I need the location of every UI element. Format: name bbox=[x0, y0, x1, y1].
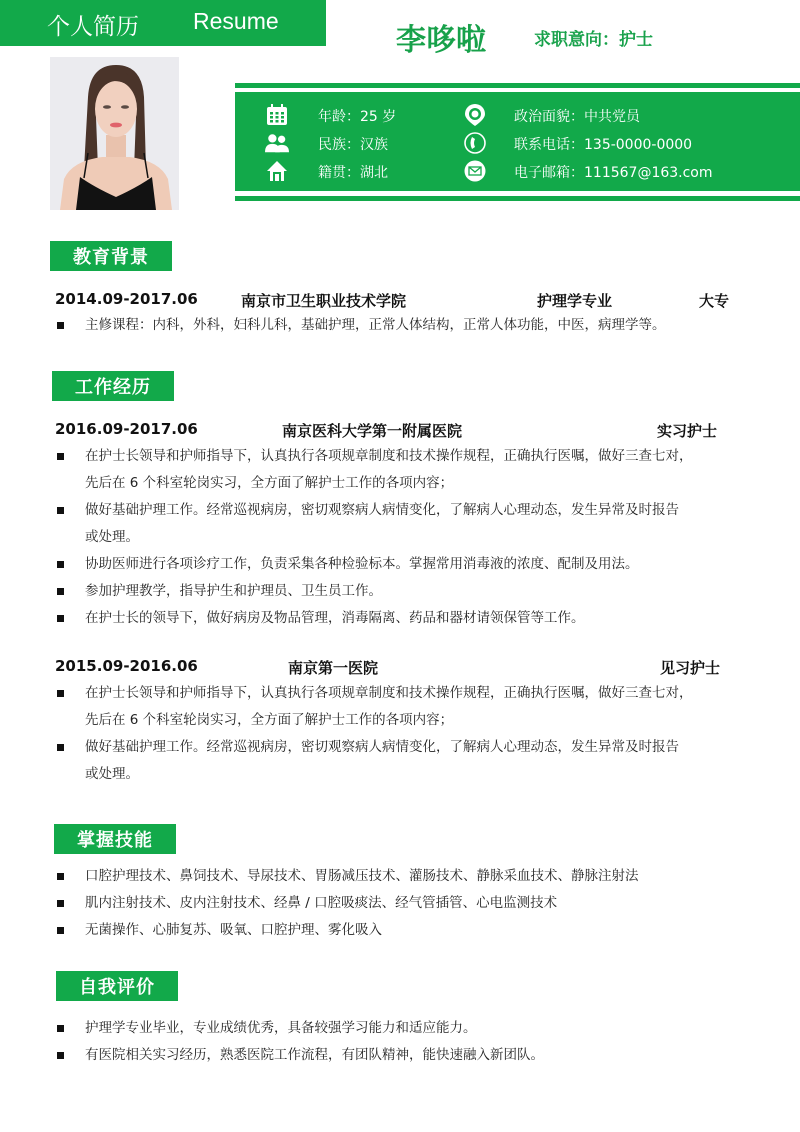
bullet-icon bbox=[57, 615, 64, 622]
bullet-icon bbox=[57, 507, 64, 514]
location-pin-icon bbox=[463, 104, 487, 126]
job-objective: 求职意向：护士 bbox=[534, 30, 653, 50]
section-header-skills: 掌握技能 bbox=[54, 824, 176, 854]
bullet-icon bbox=[57, 588, 64, 595]
section-header-self-evaluation: 自我评价 bbox=[56, 971, 178, 1001]
candidate-name: 李哆啦 bbox=[396, 23, 486, 58]
section-header-work: 工作经历 bbox=[52, 371, 174, 401]
people-icon bbox=[265, 132, 289, 154]
job-duty: 在护士长的领导下，做好病房及物品管理，消毒隔离、药品和器材请领保管等工作。 bbox=[85, 610, 585, 626]
skill-item: 无菌操作、心肺复苏、吸氧、口腔护理、雾化吸入 bbox=[85, 922, 382, 938]
education-period: 2014.09-2017.06 bbox=[55, 290, 198, 308]
skill-item: 肌内注射技术、皮内注射技术、经鼻 / 口腔吸痰法、经气管插管、心电监测技术 bbox=[85, 895, 558, 911]
portrait-image bbox=[50, 57, 179, 210]
job-period: 2016.09-2017.06 bbox=[55, 420, 198, 438]
hometown-text: 籍贯：湖北 bbox=[318, 165, 388, 181]
bullet-icon bbox=[57, 453, 64, 460]
section-header-education: 教育背景 bbox=[50, 241, 172, 271]
skill-item: 口腔护理技术、鼻饲技术、导尿技术、胃肠减压技术、灌肠技术、静脉采血技术、静脉注射法 bbox=[85, 868, 639, 884]
job-duty: 在护士长领导和护师指导下，认真执行各项规章制度和技术操作规程，正确执行医嘱，做好三查七对， bbox=[85, 448, 693, 464]
job-duty: 或处理。 bbox=[85, 766, 139, 782]
self-eval-item: 护理学专业毕业，专业成绩优秀，具备较强学习能力和适应能力。 bbox=[85, 1020, 477, 1036]
education-school: 南京市卫生职业技术学院 bbox=[241, 292, 407, 310]
home-icon bbox=[265, 160, 289, 182]
job-duty: 参加护理教学，指导护生和护理员、卫生员工作。 bbox=[85, 583, 382, 599]
calendar-icon bbox=[265, 104, 289, 126]
bullet-icon bbox=[57, 322, 64, 329]
title-english: Resume bbox=[193, 8, 279, 34]
basic-info-panel bbox=[235, 92, 800, 191]
job-duty: 先后在 6 个科室轮岗实习，全方面了解护士工作的各项内容； bbox=[85, 712, 454, 728]
profile-photo bbox=[50, 57, 179, 210]
job-org: 南京第一医院 bbox=[288, 659, 379, 677]
job-duty: 在护士长领导和护师指导下，认真执行各项规章制度和技术操作规程，正确执行医嘱，做好三查七对， bbox=[85, 685, 693, 701]
job-duty: 做好基础护理工作。经常巡视病房，密切观察病人病情变化，了解病人心理动态，发生异常及时报告 bbox=[85, 502, 679, 518]
phone-text: 联系电话：135-0000-0000 bbox=[514, 137, 693, 153]
education-courses: 主修课程：内科，外科，妇科儿科，基础护理，正常人体结构，正常人体功能，中医，病理学等。 bbox=[85, 317, 666, 333]
job-duty: 做好基础护理工作。经常巡视病房，密切观察病人病情变化，了解病人心理动态，发生异常及时报告 bbox=[85, 739, 679, 755]
bullet-icon bbox=[57, 927, 64, 934]
phone-icon bbox=[463, 132, 487, 154]
political-text: 政治面貌：中共党员 bbox=[514, 109, 640, 125]
job-org: 南京医科大学第一附属医院 bbox=[282, 422, 463, 440]
bullet-icon bbox=[57, 900, 64, 907]
bullet-icon bbox=[57, 873, 64, 880]
mail-icon bbox=[463, 160, 487, 182]
job-duty: 协助医师进行各项诊疗工作，负责采集各种检验标本。掌握常用消毒液的浓度、配制及用法。 bbox=[85, 556, 639, 572]
job-duty: 先后在 6 个科室轮岗实习，全方面了解护士工作的各项内容； bbox=[85, 475, 454, 491]
bullet-icon bbox=[57, 744, 64, 751]
education-major: 护理学专业 bbox=[537, 292, 613, 310]
job-period: 2015.09-2016.06 bbox=[55, 657, 198, 675]
job-duty: 或处理。 bbox=[85, 529, 139, 545]
bullet-icon bbox=[57, 1052, 64, 1059]
info-top-rule bbox=[235, 83, 800, 88]
job-role: 见习护士 bbox=[660, 659, 721, 677]
bullet-icon bbox=[57, 561, 64, 568]
bullet-icon bbox=[57, 690, 64, 697]
education-degree: 大专 bbox=[699, 292, 730, 310]
info-bottom-rule bbox=[235, 196, 800, 201]
title-chinese: 个人简历 bbox=[47, 14, 139, 40]
self-eval-item: 有医院相关实习经历，熟悉医院工作流程，有团队精神，能快速融入新团队。 bbox=[85, 1047, 544, 1063]
ethnicity-text: 民族：汉族 bbox=[318, 137, 388, 153]
bullet-icon bbox=[57, 1025, 64, 1032]
age-text: 年龄：25 岁 bbox=[318, 109, 397, 125]
email-text: 电子邮箱：111567@163.com bbox=[514, 165, 713, 181]
job-role: 实习护士 bbox=[657, 422, 718, 440]
